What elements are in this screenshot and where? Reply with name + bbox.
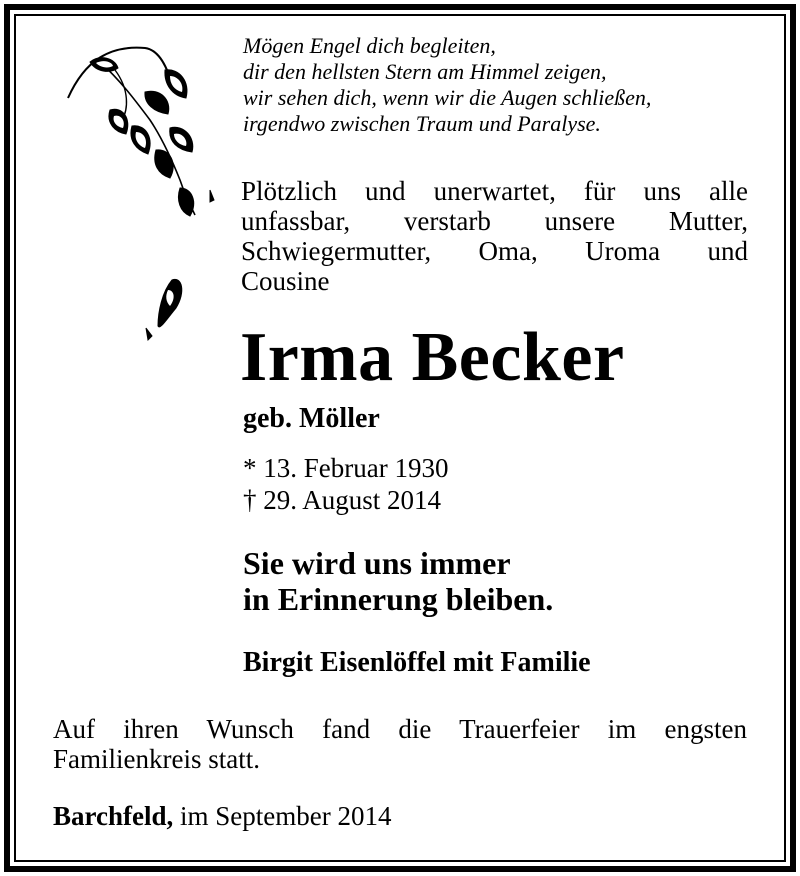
funeral-note bbox=[53, 714, 747, 774]
maiden-name: geb. Möller bbox=[243, 403, 380, 434]
announcement-text bbox=[241, 176, 748, 296]
poem-line: irgendwo zwischen Traum und Paralyse. bbox=[243, 111, 601, 136]
birth-date: * 13. Februar 1930 bbox=[243, 453, 449, 483]
announcement-line: Plötzlich und unerwartet, für uns alle bbox=[241, 176, 748, 206]
poem-line: wir sehen dich, wenn wir die Augen schließen, bbox=[243, 85, 652, 110]
announcement-line: unfassbar, verstarb unsere Mutter, bbox=[241, 206, 748, 236]
place-month: im September 2014 bbox=[180, 801, 392, 831]
memorial-line: Sie wird uns immer bbox=[243, 545, 511, 581]
deceased-name: Irma Becker bbox=[240, 319, 625, 396]
life-dates bbox=[243, 452, 448, 516]
funeral-note-line: Familienkreis statt. bbox=[53, 744, 260, 774]
memorial-line: in Erinnerung bleiben. bbox=[243, 581, 554, 617]
place-town: Barchfeld, bbox=[53, 801, 174, 831]
announcement-line: Schwiegermutter, Oma, Uroma und bbox=[241, 236, 748, 266]
memorial-phrase bbox=[243, 545, 553, 617]
death-date: † 29. August 2014 bbox=[243, 485, 442, 515]
place-date bbox=[53, 800, 391, 832]
mourners: Birgit Eisenlöffel mit Familie bbox=[243, 647, 591, 678]
birch-branch-icon bbox=[60, 40, 230, 350]
poem-line: dir den hellsten Stern am Himmel zeigen, bbox=[243, 59, 607, 84]
poem-line: Mögen Engel dich begleiten, bbox=[243, 33, 496, 58]
announcement-line: Cousine bbox=[241, 266, 330, 296]
poem bbox=[243, 33, 763, 137]
funeral-note-line: Auf ihren Wunsch fand die Trauerfeier im engsten bbox=[53, 714, 747, 744]
